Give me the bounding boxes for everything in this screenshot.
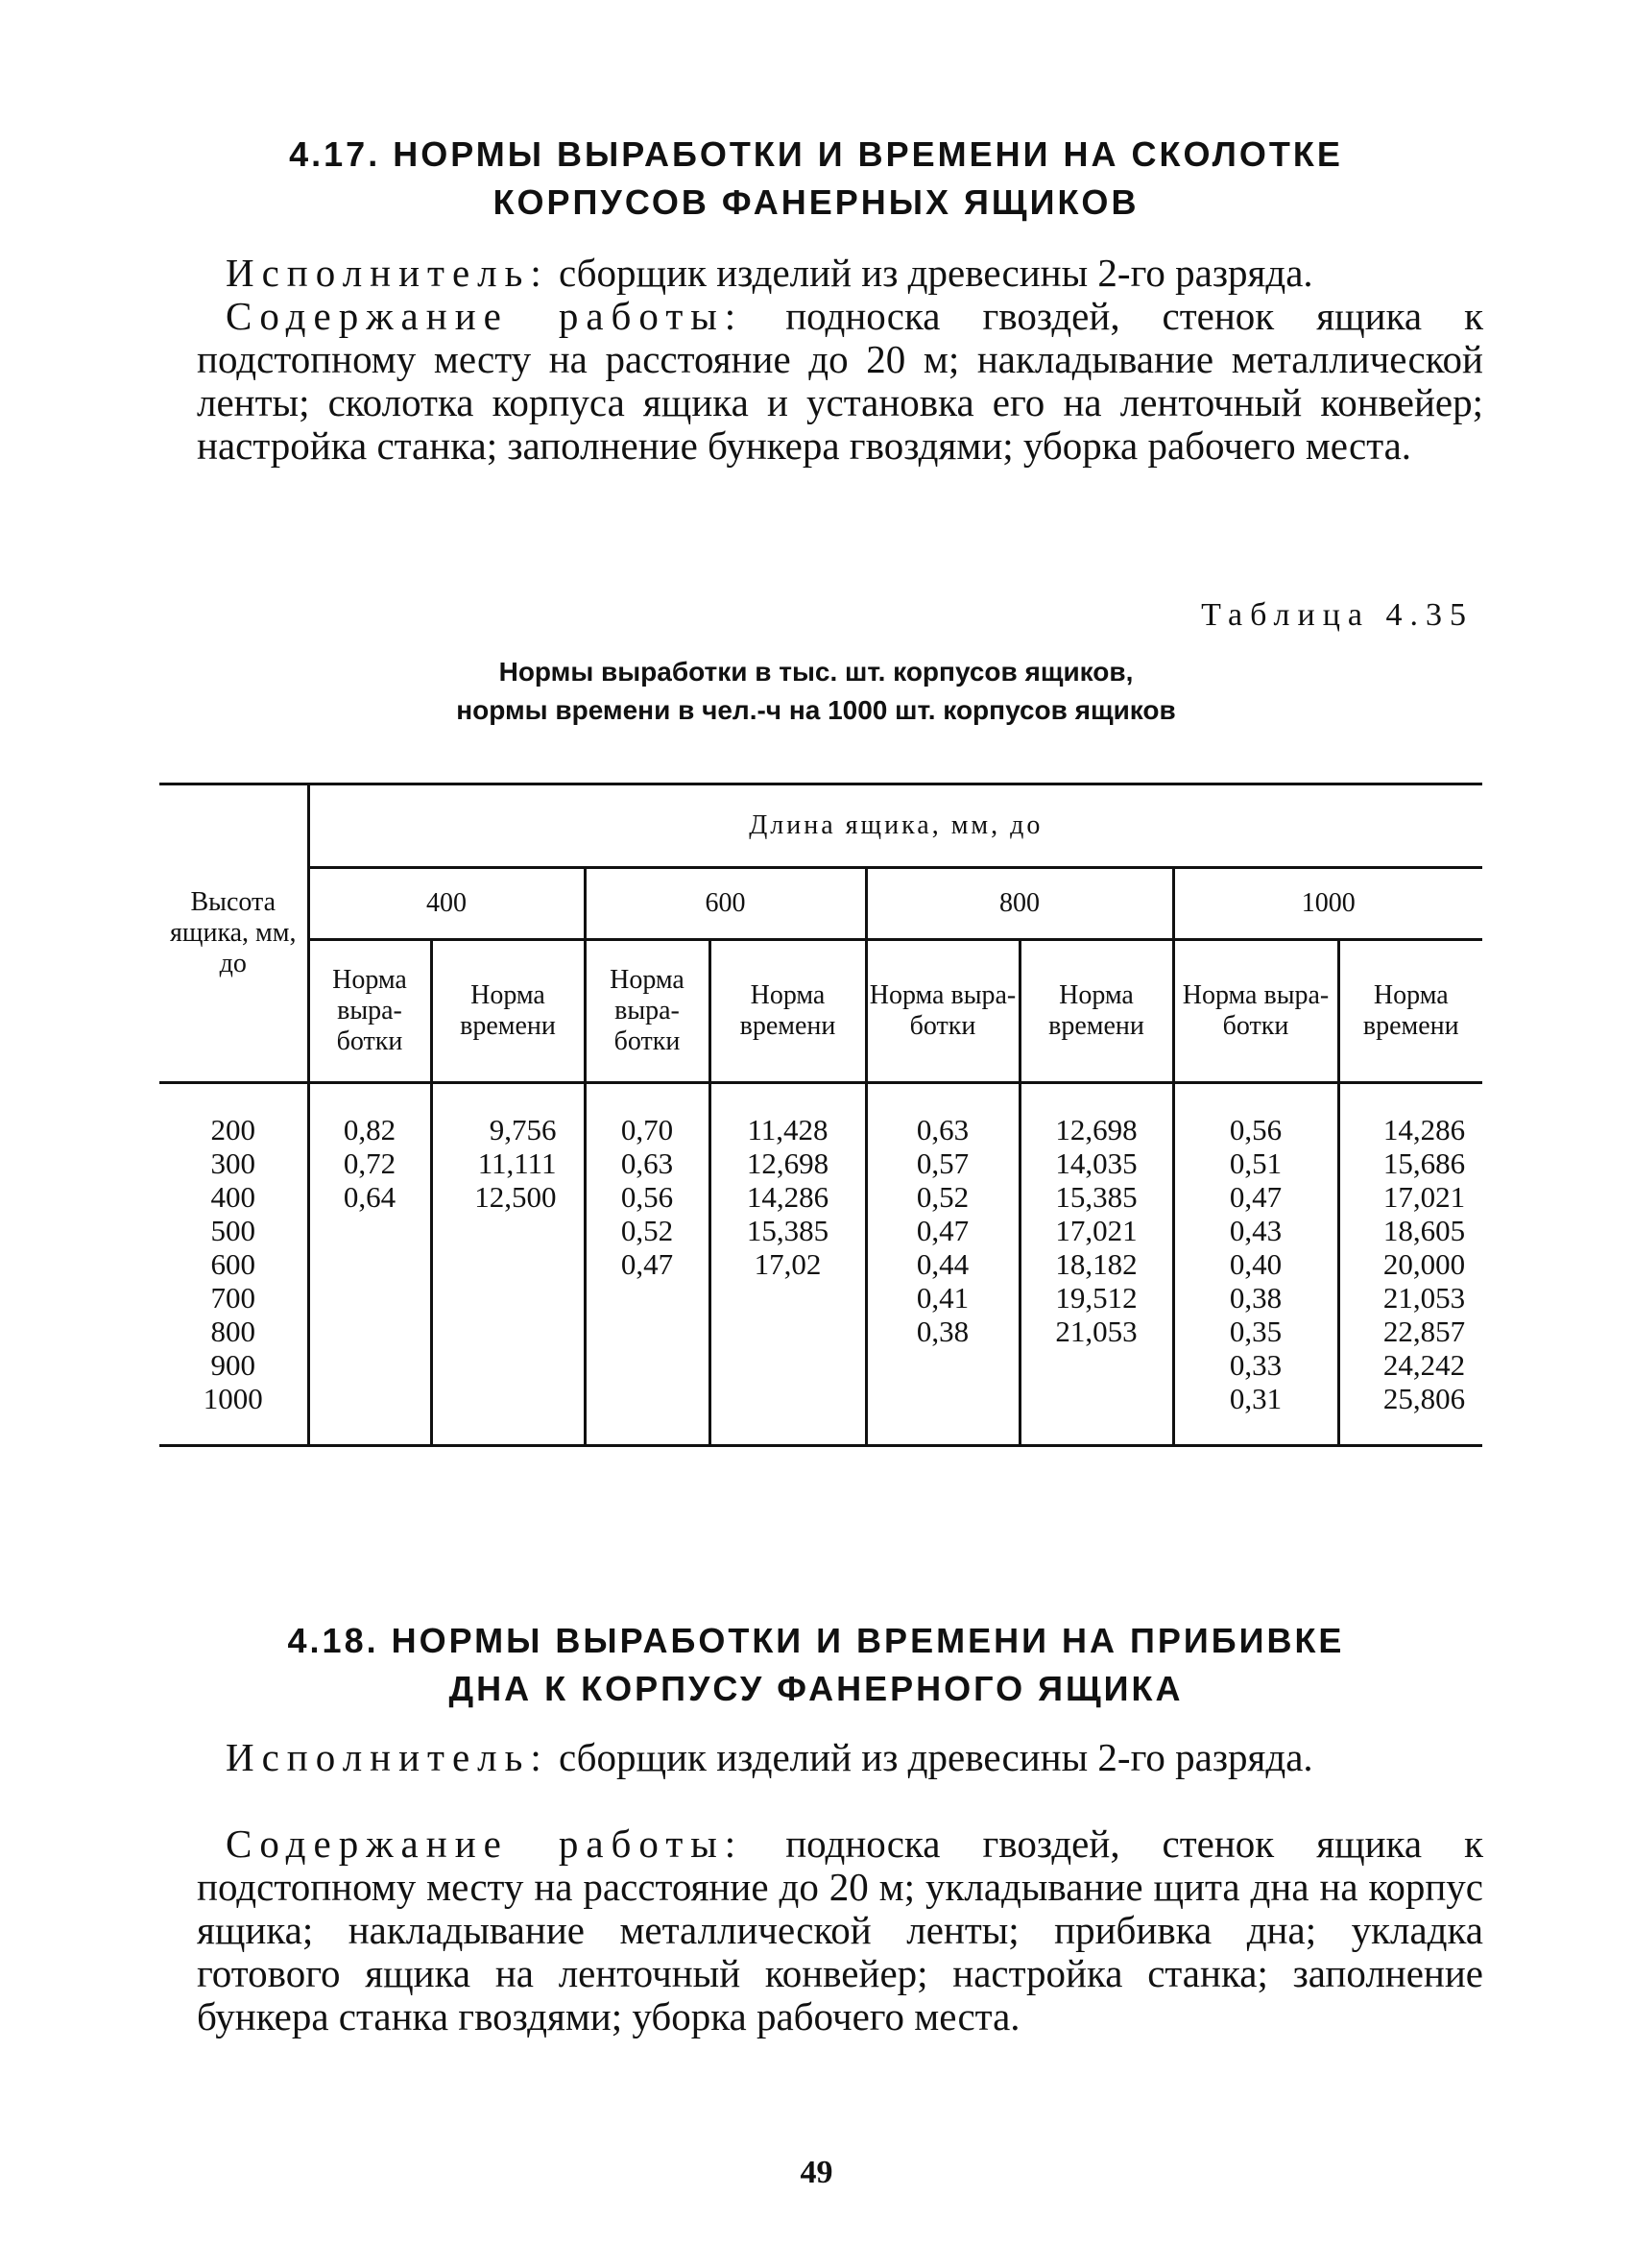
- table-cell-value: 900: [210, 1348, 255, 1382]
- table-cell-value: 21,053: [1382, 1281, 1466, 1315]
- table-cell-value: 17,021: [1055, 1214, 1138, 1247]
- table-cell-value: 0,40: [1229, 1247, 1283, 1281]
- performer-text: сборщик изделий из древесины 2-го разряда.: [548, 1735, 1313, 1779]
- table-cell-value: 12,698: [1055, 1113, 1138, 1146]
- length-header-600: 600: [585, 868, 866, 940]
- table-cell-value: 700: [210, 1281, 255, 1315]
- table-cell-value: 24,242: [1382, 1348, 1466, 1382]
- time-values-600: [709, 1083, 866, 1446]
- table-cell-value: 19,512: [1055, 1281, 1138, 1315]
- time-values-800: [1020, 1083, 1173, 1446]
- output-values-800: [866, 1083, 1020, 1446]
- table-cell-value: 0,63: [620, 1146, 674, 1180]
- norms-table: [159, 783, 1482, 1447]
- work-content-label: Содержание работы:: [226, 1822, 744, 1866]
- table-number: Таблица 4.35: [1201, 597, 1474, 633]
- section-title-line: 4.18. НОРМЫ ВЫРАБОТКИ И ВРЕМЕНИ НА ПРИБИВКЕ: [287, 1621, 1345, 1660]
- section-title-line: КОРПУСОВ ФАНЕРНЫХ ЯЩИКОВ: [492, 182, 1140, 222]
- table-caption: [192, 653, 1440, 730]
- section-title-4-18: [192, 1617, 1440, 1713]
- table-cell-value: 11,428: [747, 1113, 829, 1146]
- time-values-400: [431, 1083, 585, 1446]
- table-cell-value: 0,82: [343, 1113, 396, 1146]
- performer-label: Исполнитель:: [226, 251, 549, 295]
- norm-output-header: Норма выра-ботки: [1173, 940, 1338, 1083]
- height-values-column: [159, 1083, 308, 1446]
- output-values-400: [308, 1083, 431, 1446]
- table-cell-value: 300: [210, 1146, 255, 1180]
- length-header-800: 800: [866, 868, 1173, 940]
- table-cell-value: 14,286: [1382, 1113, 1466, 1146]
- table-cell-value: 0,63: [916, 1113, 970, 1146]
- norm-output-header: Норма выра-ботки: [585, 940, 709, 1083]
- table-cell-value: 0,56: [620, 1180, 674, 1214]
- table-cell-value: 12,698: [746, 1146, 829, 1180]
- table-cell-value: 18,605: [1382, 1214, 1466, 1247]
- table-cell-value: 0,52: [916, 1180, 970, 1214]
- table-cell-value: 17,021: [1382, 1180, 1466, 1214]
- table-cell-value: 21,053: [1055, 1315, 1138, 1348]
- table-cell-value: 0,47: [620, 1247, 674, 1281]
- table-cell-value: 800: [210, 1315, 255, 1348]
- work-content-text: подноска гвоздей, стенок ящика к подстопному месту на расстояние до 20 м; накладывание металлической ленты; сколотка корпуса ящика и установка его на ленточный конвейер; настройка станка; заполнение бункера гвоздями; уборка рабочего места.: [197, 294, 1484, 468]
- output-values-600: [585, 1083, 709, 1446]
- table-cell-value: 0,38: [1229, 1281, 1283, 1315]
- norm-time-header: Норма времени: [1020, 940, 1173, 1083]
- table-cell-value: 500: [210, 1214, 255, 1247]
- table-cell-value: 15,686: [1382, 1146, 1466, 1180]
- table-cell-value: 0,52: [620, 1214, 674, 1247]
- table-cell-value: 25,806: [1382, 1382, 1466, 1415]
- table-cell-value: 0,47: [1229, 1180, 1283, 1214]
- table-cell-value: 0,44: [916, 1247, 970, 1281]
- norm-time-header: Норма времени: [431, 940, 585, 1083]
- column-header-length: Длина ящика, мм, до: [308, 784, 1482, 868]
- performer-label: Исполнитель:: [226, 1735, 549, 1779]
- table-caption-line: Нормы выработки в тыс. шт. корпусов ящиков,: [498, 657, 1134, 687]
- table-cell-value: 1000: [203, 1382, 263, 1415]
- table-cell-value: 0,38: [916, 1315, 970, 1348]
- table-cell-value: 0,70: [620, 1113, 674, 1146]
- table-cell-value: 0,57: [916, 1146, 970, 1180]
- table-cell-value: 0,56: [1229, 1113, 1283, 1146]
- table-cell-value: 12,500: [474, 1180, 557, 1214]
- section-title-line: ДНА К КОРПУСУ ФАНЕРНОГО ЯЩИКА: [448, 1669, 1184, 1708]
- table-cell-value: 0,47: [916, 1214, 970, 1247]
- table-cell-value: 200: [210, 1113, 255, 1146]
- table-cell-value: 0,64: [343, 1180, 396, 1214]
- table-cell-value: 9,756: [489, 1113, 557, 1146]
- table-cell-value: 600: [210, 1247, 255, 1281]
- table-caption-line: нормы времени в чел.-ч на 1000 шт. корпусов ящиков: [456, 695, 1176, 725]
- table-cell-value: 0,35: [1229, 1315, 1283, 1348]
- performer-paragraph: [197, 1736, 1483, 1779]
- performer-paragraph: [197, 252, 1483, 295]
- work-content-label: Содержание работы:: [226, 294, 744, 338]
- table-cell-value: 14,035: [1055, 1146, 1138, 1180]
- table-cell-value: 15,385: [746, 1214, 829, 1247]
- norm-output-header: Норма выра-ботки: [866, 940, 1020, 1083]
- page-number: 49: [800, 2155, 833, 2190]
- table-cell-value: 0,72: [343, 1146, 396, 1180]
- work-content-text: подноска гвоздей, стенок ящика к подстопному месту на расстояние до 20 м; укладывание щита дна на корпус ящика; накладывание металлической ленты; прибивка дна; укладка готового ящика на ленточный конвейер; настройка станка; заполнение бункера станка гвоздями; уборка рабочего места.: [197, 1822, 1484, 2039]
- table-cell-value: 0,33: [1229, 1348, 1283, 1382]
- norm-output-header: Норма выра-ботки: [308, 940, 431, 1083]
- norm-time-header: Норма времени: [1338, 940, 1482, 1083]
- work-content-paragraph: [197, 295, 1483, 468]
- time-values-1000: [1338, 1083, 1482, 1446]
- table-cell-value: 14,286: [746, 1180, 829, 1214]
- table-cell-value: 15,385: [1055, 1180, 1138, 1214]
- table-cell-value: 22,857: [1382, 1315, 1466, 1348]
- table-cell-value: 18,182: [1055, 1247, 1138, 1281]
- performer-text: сборщик изделий из древесины 2-го разряда.: [548, 251, 1313, 295]
- table-cell-value: 11,111: [477, 1146, 557, 1180]
- table-cell-value: 17,02: [754, 1247, 822, 1281]
- output-values-1000: [1173, 1083, 1338, 1446]
- table-cell-value: 0,41: [916, 1281, 970, 1315]
- length-header-1000: 1000: [1173, 868, 1482, 940]
- row-header-height: Высота ящика, мм, до: [159, 784, 308, 1083]
- section-title-4-17: [192, 131, 1440, 227]
- table-cell-value: 0,31: [1229, 1382, 1283, 1415]
- table-cell-value: 0,43: [1229, 1214, 1283, 1247]
- work-content-paragraph: [197, 1822, 1483, 2039]
- length-header-400: 400: [308, 868, 585, 940]
- table-cell-value: 20,000: [1382, 1247, 1466, 1281]
- table-cell-value: 400: [210, 1180, 255, 1214]
- norm-time-header: Норма времени: [709, 940, 866, 1083]
- table-cell-value: 0,51: [1229, 1146, 1283, 1180]
- section-title-line: 4.17. НОРМЫ ВЫРАБОТКИ И ВРЕМЕНИ НА СКОЛОТКЕ: [289, 134, 1343, 174]
